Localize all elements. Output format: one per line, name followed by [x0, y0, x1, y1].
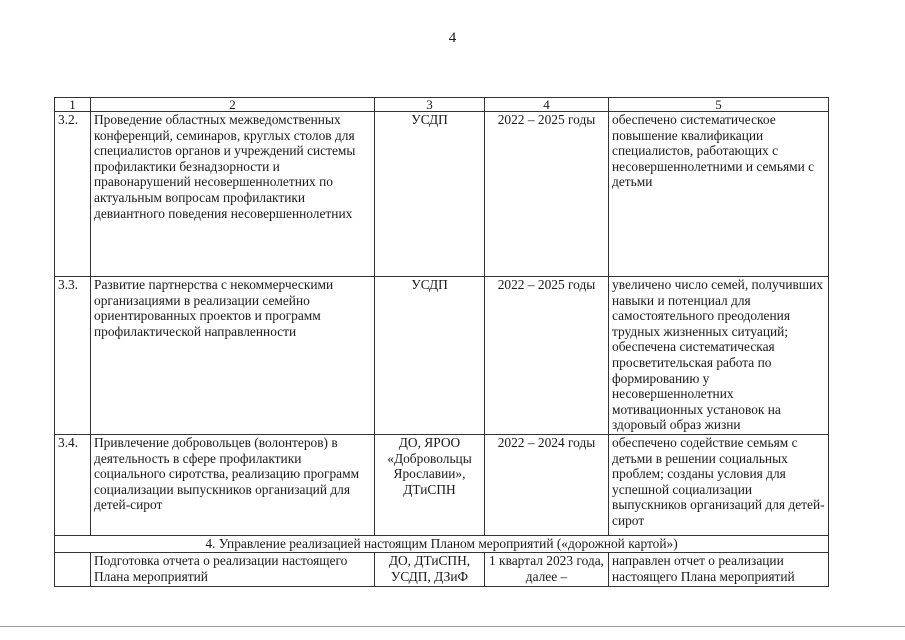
- period-cell: 2022 – 2025 годы: [485, 277, 609, 435]
- result-cell: обеспечено систематическое повышение квалификации специалистов, работающих с несовершеннолетними и семьями с детьми: [609, 112, 829, 277]
- activity-cell: Проведение областных межведомственных конференций, семинаров, круглых столов для специалистов органов и учреждений системы профилактики безнадзорности и правонарушений несовершеннолетних по актуальным вопросам профилактики девиантного поведения несовершеннолетних: [91, 112, 375, 277]
- executor-cell: УСДП: [375, 277, 485, 435]
- section-title: 4. Управление реализацией настоящим Планом мероприятий («дорожной картой»): [55, 536, 829, 553]
- header-cell: 5: [609, 98, 829, 112]
- header-cell: 3: [375, 98, 485, 112]
- table-row: [55, 112, 829, 277]
- row-number: 3.3.: [55, 277, 91, 435]
- scan-edge-line: [0, 626, 905, 627]
- period-cell: 2022 – 2025 годы: [485, 112, 609, 277]
- executor-cell: ДО, ДТиСПН, УСДП, ДЗиФ: [375, 553, 485, 587]
- section-row: [55, 536, 829, 553]
- row-number: [55, 553, 91, 587]
- row-number: 3.2.: [55, 112, 91, 277]
- row-number: 3.4.: [55, 435, 91, 536]
- activity-cell: Привлечение добровольцев (волонтеров) в деятельность в сфере профилактики социального сиротства, реализацию программ социализации выпускников организаций для детей-сирот: [91, 435, 375, 536]
- executor-cell: ДО, ЯРОО «Добровольцы Ярославии», ДТиСПН: [375, 435, 485, 536]
- table-row: [55, 435, 829, 536]
- header-cell: 1: [55, 98, 91, 112]
- page-number: 4: [448, 30, 457, 46]
- activity-cell: Подготовка отчета о реализации настоящего Плана мероприятий: [91, 553, 375, 587]
- table-row: [55, 553, 829, 587]
- header-cell: 2: [91, 98, 375, 112]
- table-header-row: [55, 98, 829, 112]
- period-cell: 1 квартал 2023 года, далее –: [485, 553, 609, 587]
- period-cell: 2022 – 2024 годы: [485, 435, 609, 536]
- activity-cell: Развитие партнерства с некоммерческими организациями в реализации семейно ориентированных проектов и программ профилактической направленности: [91, 277, 375, 435]
- executor-cell: УСДП: [375, 112, 485, 277]
- result-cell: увеличено число семей, получивших навыки и потенциал для самостоятельного преодоления трудных жизненных ситуаций; обеспечена систематическая просветительская работа по формированию у несовершеннолетних мотивационных установок на здоровый образ жизни: [609, 277, 829, 435]
- result-cell: обеспечено содействие семьям с детьми в решении социальных проблем; созданы условия для успешной социализации выпускников организаций для детей-сирот: [609, 435, 829, 536]
- plan-table: [54, 97, 829, 587]
- result-cell: направлен отчет о реализации настоящего Плана мероприятий: [609, 553, 829, 587]
- header-cell: 4: [485, 98, 609, 112]
- table-row: [55, 277, 829, 435]
